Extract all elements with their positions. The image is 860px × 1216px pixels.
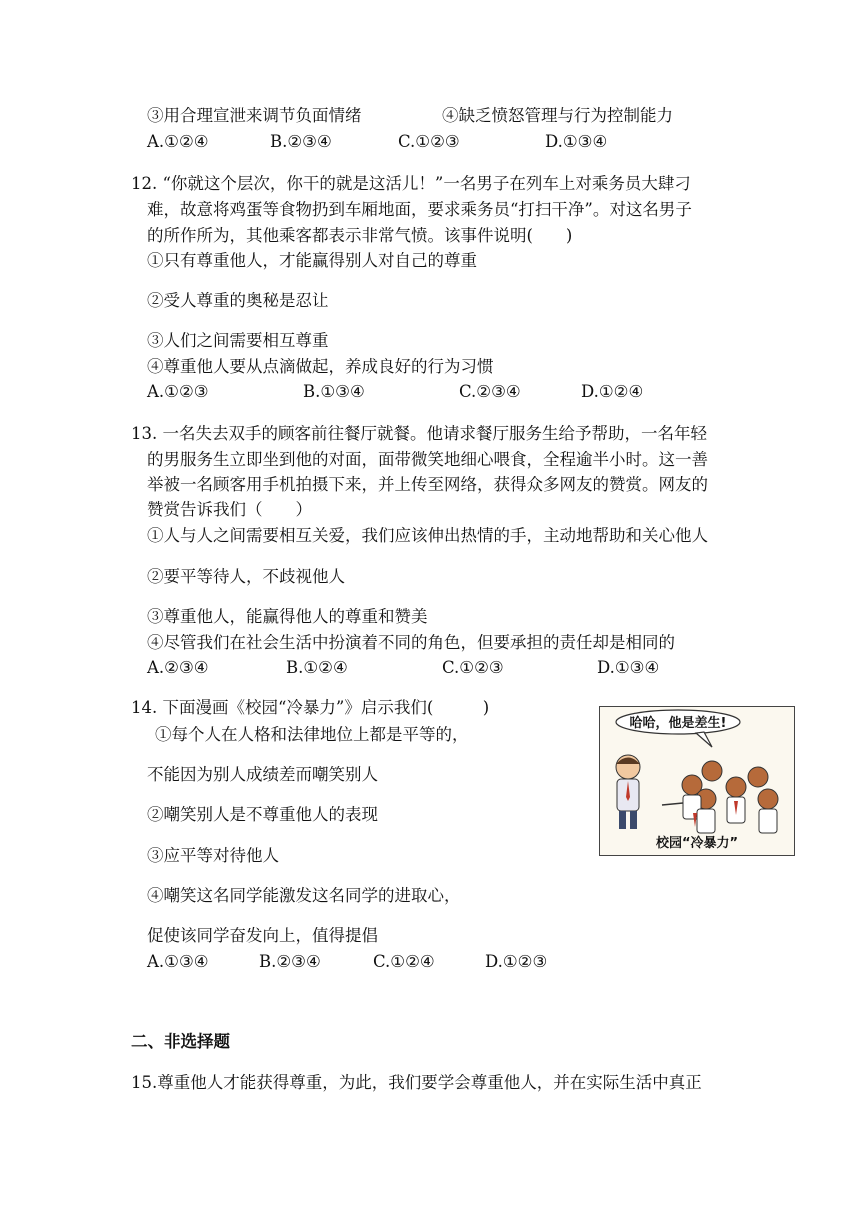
q13-option-a: A.②③④ [147,658,209,677]
q12-item-1: ①只有尊重他人，才能赢得别人对自己的尊重 [147,251,477,270]
q11-option-d: D.①③④ [545,132,608,151]
q12-option-a: A.①②③ [147,382,209,401]
q11-option-c: C.①②③ [398,132,460,151]
q13-stem-line-2: 的男服务生立即坐到他的对面，面带微笑地细心喂食，全程逾半小时。这一善 [147,450,708,469]
q12-item-2: ②受人尊重的奥秘是忍让 [147,291,329,310]
q13-item-4: ④尽管我们在社会生活中扮演着不同的角色，但要承担的责任却是相同的 [147,633,675,652]
q14-option-c: C.①②④ [373,952,435,971]
q12-option-b: B.①③④ [303,382,365,401]
q13-item-1: ①人与人之间需要相互关爱，我们应该伸出热情的手，主动地帮助和关心他人 [147,526,708,545]
q14-item-2: ②嘲笑别人是不尊重他人的表现 [147,805,378,824]
q15-stem: 15.尊重他人才能获得尊重，为此，我们要学会尊重他人，并在实际生活中真正 [131,1073,702,1092]
q11-option-a: A.①②④ [147,132,209,151]
q13-option-d: D.①③④ [597,658,660,677]
q14-item-1-line-1: ①每个人在人格和法律地位上都是平等的， [155,725,469,744]
q12-stem-line-3: 的所作所为，其他乘客都表示非常气愤。该事件说明( ) [147,226,573,245]
section-heading: 二、非选择题 [131,1032,230,1051]
q13-stem-line-1: 13. 一名失去双手的顾客前往餐厅就餐。他请求餐厅服务生给予帮助，一名年轻 [131,424,707,443]
q11-item-3: ③用合理宣泄来调节负面情绪 [147,106,362,125]
q12-option-c: C.②③④ [459,382,521,401]
q14-item-3: ③应平等对待他人 [147,846,279,865]
q12-item-4: ④尊重他人要从点滴做起，养成良好的行为习惯 [147,357,494,376]
q11-option-b: B.②③④ [270,132,332,151]
q13-item-3: ③尊重他人，能赢得他人的尊重和赞美 [147,607,428,626]
q13-stem-line-4: 赞赏告诉我们（ ） [147,500,312,519]
q13-stem-line-3: 举被一名顾客用手机拍摄下来，并上传至网络，获得众多网友的赞赏。网友的 [147,475,708,494]
q13-item-2: ②要平等待人，不歧视他人 [147,567,345,586]
cartoon-drawing [600,707,794,855]
q14-item-4-line-1: ④嘲笑这名同学能激发这名同学的进取心， [147,886,461,905]
q14-item-1-line-2: 不能因为别人成绩差而嘲笑别人 [147,765,378,784]
q14-item-4-line-2: 促使该同学奋发向上，值得提倡 [147,926,378,945]
q14-stem: 14. 下面漫画《校园“冷暴力”》启示我们( ) [131,698,490,717]
q11-item-4: ④缺乏愤怒管理与行为控制能力 [442,106,673,125]
q13-option-c: C.①②③ [442,658,504,677]
cartoon-image [599,706,795,856]
speech-bubble-text: 哈哈，他是差生! [629,716,727,731]
q14-option-a: A.①③④ [147,952,209,971]
q14-option-b: B.②③④ [259,952,321,971]
q14-option-d: D.①②③ [485,952,548,971]
q12-stem-line-2: 难，故意将鸡蛋等食物扔到车厢地面，要求乘务员“打扫干净”。对这名男子 [147,200,692,219]
q12-stem-line-1: 12. “你就这个层次，你干的就是这活儿！”一名男子在列车上对乘务员大肆刁 [131,174,691,193]
cartoon-caption: 校园“冷暴力” [655,836,739,851]
q13-option-b: B.①②④ [286,658,348,677]
q12-option-d: D.①②④ [581,382,644,401]
q12-item-3: ③人们之间需要相互尊重 [147,331,329,350]
